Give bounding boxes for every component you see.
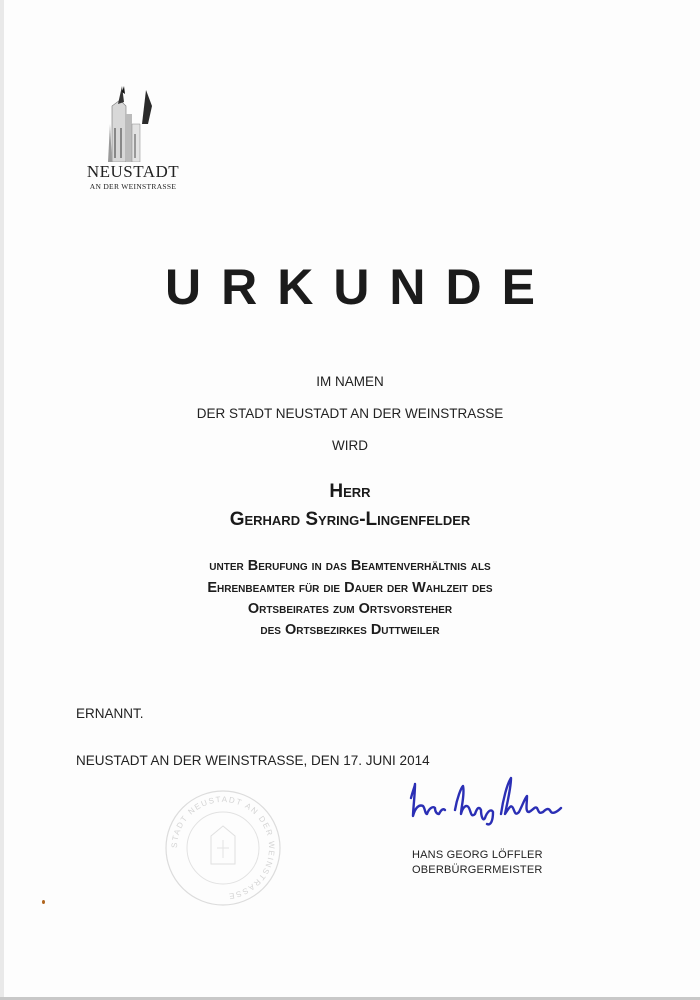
- recipient-salutation: Herr: [329, 481, 371, 502]
- appointment-line-1: unter Berufung in das Beamtenverhältnis als: [209, 558, 491, 574]
- appointment-line-2: Ehrenbeamter für die Dauer der Wahlzeit des: [207, 580, 493, 596]
- signer-name: HANS GEORG LÖFFLER: [412, 849, 543, 861]
- logo-city-subtitle: AN DER WEINSTRASSE: [89, 182, 177, 191]
- paper-speck: [42, 900, 45, 904]
- city-logo: [78, 84, 198, 194]
- closing-word: ERNANNT.: [76, 706, 144, 721]
- svg-text:STADT NEUSTADT AN DER WEINSTRA: STADT NEUSTADT AN DER WEINSTRASSE: [169, 794, 277, 901]
- logo-city-name: NEUSTADT: [86, 162, 180, 181]
- appointment-line-4: des Ortsbezirkes Duttweiler: [260, 622, 440, 638]
- intro-line-1: IM NAMEN: [316, 374, 384, 389]
- handwritten-signature: [405, 768, 565, 828]
- document-title: URKUNDE: [165, 259, 555, 315]
- castle-tower-icon: [102, 84, 162, 162]
- intro-line-2: DER STADT NEUSTADT AN DER WEINSTRASSE: [196, 406, 504, 421]
- recipient-name: Gerhard Syring-Lingenfelder: [229, 509, 471, 530]
- appointment-line-3: Ortsbeirates zum Ortsvorsteher: [247, 601, 453, 617]
- intro-line-3: WIRD: [332, 438, 368, 453]
- place-and-date: NEUSTADT AN DER WEINSTRASSE, DEN 17. JUNI 2014: [76, 753, 430, 768]
- signer-title: OBERBÜRGERMEISTER: [412, 864, 543, 876]
- embossed-seal: [163, 788, 283, 908]
